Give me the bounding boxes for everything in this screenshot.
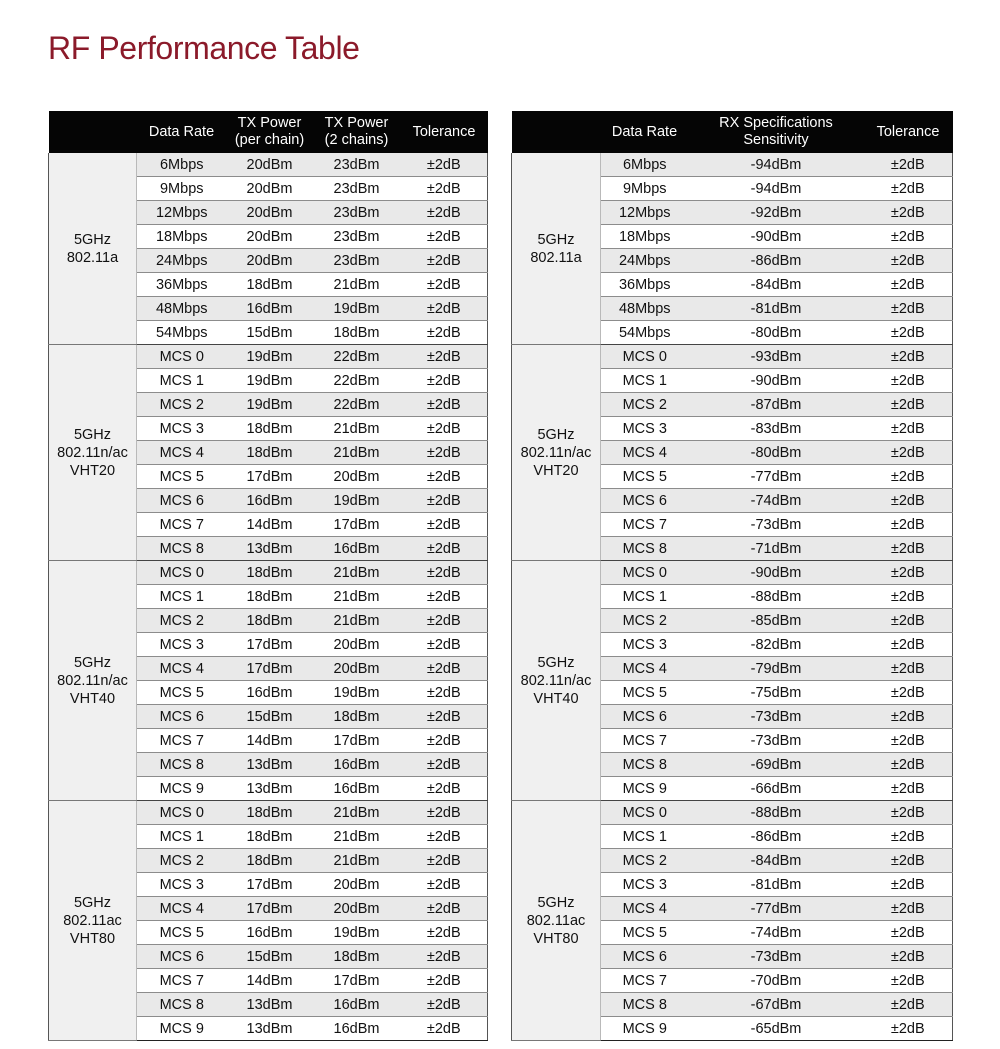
table-cell: 17dBm [227, 897, 313, 921]
rx-sensitivity-table [511, 111, 953, 1041]
table-cell: ±2dB [864, 1017, 953, 1041]
table-cell: 21dBm [313, 585, 401, 609]
table-cell: ±2dB [864, 897, 953, 921]
table-cell: ±2dB [864, 537, 953, 561]
table-cell: 16dBm [313, 1017, 401, 1041]
table-cell: -79dBm [689, 657, 864, 681]
table-cell: 18dBm [227, 585, 313, 609]
table-cell: 22dBm [313, 345, 401, 369]
table-cell: ±2dB [401, 681, 488, 705]
table-cell: 18dBm [227, 849, 313, 873]
table-cell: MCS 2 [601, 849, 689, 873]
table-cell: ±2dB [401, 153, 488, 177]
table-cell: MCS 1 [601, 369, 689, 393]
table-row [512, 345, 953, 369]
table-cell: ±2dB [864, 921, 953, 945]
rx-header-cell: Tolerance [864, 111, 953, 153]
table-cell: MCS 3 [601, 417, 689, 441]
table-cell: ±2dB [864, 729, 953, 753]
table-cell: 19dBm [227, 345, 313, 369]
table-cell: -73dBm [689, 513, 864, 537]
tx-header-cell: TX Power (per chain) [227, 111, 313, 153]
table-cell: 36Mbps [137, 273, 227, 297]
table-cell: ±2dB [864, 417, 953, 441]
table-cell: 13dBm [227, 993, 313, 1017]
table-cell: ±2dB [401, 201, 488, 225]
table-cell: ±2dB [864, 969, 953, 993]
table-cell: MCS 1 [137, 585, 227, 609]
table-cell: 18Mbps [601, 225, 689, 249]
table-cell: -88dBm [689, 585, 864, 609]
table-cell: ±2dB [401, 393, 488, 417]
table-cell: 19dBm [313, 489, 401, 513]
table-cell: -74dBm [689, 489, 864, 513]
table-cell: 36Mbps [601, 273, 689, 297]
table-cell: 24Mbps [601, 249, 689, 273]
table-cell: -85dBm [689, 609, 864, 633]
table-cell: ±2dB [864, 561, 953, 585]
table-cell: -67dBm [689, 993, 864, 1017]
table-cell: MCS 2 [601, 609, 689, 633]
table-cell: 13dBm [227, 1017, 313, 1041]
table-cell: ±2dB [401, 801, 488, 825]
table-row [49, 153, 488, 177]
table-cell: MCS 1 [137, 825, 227, 849]
table-cell: MCS 4 [137, 897, 227, 921]
table-cell: MCS 6 [137, 705, 227, 729]
table-cell: MCS 6 [601, 705, 689, 729]
table-cell: MCS 4 [601, 657, 689, 681]
table-cell: MCS 0 [137, 801, 227, 825]
table-cell: 12Mbps [137, 201, 227, 225]
table-cell: ±2dB [401, 417, 488, 441]
table-cell: 6Mbps [137, 153, 227, 177]
table-cell: -80dBm [689, 321, 864, 345]
table-cell: ±2dB [864, 489, 953, 513]
table-cell: ±2dB [864, 849, 953, 873]
table-cell: ±2dB [401, 345, 488, 369]
table-cell: ±2dB [401, 633, 488, 657]
table-cell: 23dBm [313, 225, 401, 249]
table-cell: 23dBm [313, 153, 401, 177]
table-cell: ±2dB [864, 393, 953, 417]
table-cell: MCS 6 [137, 489, 227, 513]
table-cell: 14dBm [227, 729, 313, 753]
table-cell: MCS 9 [601, 1017, 689, 1041]
table-cell: -71dBm [689, 537, 864, 561]
table-cell: -75dBm [689, 681, 864, 705]
tx-header-cell: Data Rate [137, 111, 227, 153]
table-cell: MCS 8 [137, 993, 227, 1017]
table-cell: -80dBm [689, 441, 864, 465]
table-cell: -82dBm [689, 633, 864, 657]
table-cell: 15dBm [227, 321, 313, 345]
table-cell: 13dBm [227, 777, 313, 801]
table-cell: ±2dB [401, 849, 488, 873]
table-cell: ±2dB [864, 225, 953, 249]
table-cell: ±2dB [864, 273, 953, 297]
table-row [49, 801, 488, 825]
table-row [512, 561, 953, 585]
table-cell: MCS 0 [601, 561, 689, 585]
table-cell: 16dBm [227, 681, 313, 705]
table-cell: 54Mbps [601, 321, 689, 345]
table-cell: MCS 1 [137, 369, 227, 393]
table-cell: ±2dB [864, 609, 953, 633]
table-cell: 48Mbps [137, 297, 227, 321]
table-cell: ±2dB [401, 897, 488, 921]
table-cell: -92dBm [689, 201, 864, 225]
table-cell: MCS 3 [137, 417, 227, 441]
table-cell: ±2dB [401, 609, 488, 633]
table-cell: 14dBm [227, 513, 313, 537]
table-cell: MCS 5 [137, 681, 227, 705]
table-cell: -83dBm [689, 417, 864, 441]
table-cell: ±2dB [864, 633, 953, 657]
table-cell: 17dBm [313, 969, 401, 993]
table-cell: MCS 9 [137, 777, 227, 801]
table-cell: ±2dB [864, 945, 953, 969]
table-cell: MCS 8 [601, 753, 689, 777]
table-cell: -69dBm [689, 753, 864, 777]
rx-table-body [512, 153, 953, 1041]
table-cell: ±2dB [864, 441, 953, 465]
table-cell: 16dBm [227, 921, 313, 945]
table-cell: 20dBm [313, 873, 401, 897]
table-cell: ±2dB [864, 585, 953, 609]
table-cell: 18dBm [313, 321, 401, 345]
table-cell: MCS 4 [601, 897, 689, 921]
table-cell: MCS 3 [137, 633, 227, 657]
table-cell: ±2dB [401, 537, 488, 561]
table-cell: 23dBm [313, 201, 401, 225]
table-cell: 17dBm [313, 513, 401, 537]
table-cell: 17dBm [313, 729, 401, 753]
table-cell: -88dBm [689, 801, 864, 825]
table-cell: ±2dB [401, 513, 488, 537]
band-label: 5GHz 802.11n/ac VHT20 [512, 345, 601, 561]
table-cell: 19dBm [227, 393, 313, 417]
table-cell: -81dBm [689, 297, 864, 321]
table-cell: 20dBm [313, 657, 401, 681]
table-cell: ±2dB [401, 753, 488, 777]
table-cell: 16dBm [313, 777, 401, 801]
table-cell: MCS 0 [601, 801, 689, 825]
table-cell: ±2dB [864, 753, 953, 777]
table-cell: ±2dB [401, 561, 488, 585]
table-cell: -90dBm [689, 225, 864, 249]
table-cell: 13dBm [227, 537, 313, 561]
tx-table-body [49, 153, 488, 1041]
table-cell: 18dBm [313, 945, 401, 969]
table-cell: ±2dB [864, 465, 953, 489]
table-cell: MCS 2 [601, 393, 689, 417]
table-cell: 20dBm [227, 153, 313, 177]
tx-header-cell [49, 111, 137, 153]
table-cell: ±2dB [864, 993, 953, 1017]
table-cell: -90dBm [689, 369, 864, 393]
band-label: 5GHz 802.11n/ac VHT20 [49, 345, 137, 561]
table-cell: ±2dB [864, 705, 953, 729]
table-cell: MCS 4 [137, 657, 227, 681]
table-cell: -73dBm [689, 705, 864, 729]
table-cell: ±2dB [401, 297, 488, 321]
table-cell: MCS 7 [601, 969, 689, 993]
table-cell: 19dBm [313, 921, 401, 945]
table-cell: ±2dB [864, 153, 953, 177]
band-label: 5GHz 802.11ac VHT80 [512, 801, 601, 1041]
table-cell: -70dBm [689, 969, 864, 993]
table-cell: MCS 7 [601, 513, 689, 537]
table-cell: -81dBm [689, 873, 864, 897]
band-label: 5GHz 802.11n/ac VHT40 [49, 561, 137, 801]
table-cell: 17dBm [227, 873, 313, 897]
table-cell: MCS 5 [137, 465, 227, 489]
table-cell: MCS 5 [601, 465, 689, 489]
table-cell: 19dBm [227, 369, 313, 393]
table-cell: 20dBm [227, 225, 313, 249]
table-cell: ±2dB [401, 825, 488, 849]
table-cell: ±2dB [401, 273, 488, 297]
table-cell: 17dBm [227, 465, 313, 489]
table-cell: 22dBm [313, 369, 401, 393]
table-cell: MCS 5 [601, 681, 689, 705]
table-cell: MCS 9 [137, 1017, 227, 1041]
table-cell: MCS 6 [601, 489, 689, 513]
table-cell: ±2dB [401, 321, 488, 345]
table-cell: 18dBm [227, 825, 313, 849]
tx-header-row [49, 111, 488, 153]
table-cell: 19dBm [313, 297, 401, 321]
table-cell: 21dBm [313, 609, 401, 633]
table-cell: ±2dB [401, 369, 488, 393]
table-cell: 20dBm [313, 633, 401, 657]
table-cell: ±2dB [401, 585, 488, 609]
table-cell: -93dBm [689, 345, 864, 369]
table-cell: MCS 2 [137, 609, 227, 633]
table-cell: MCS 0 [137, 345, 227, 369]
table-cell: ±2dB [864, 801, 953, 825]
table-cell: ±2dB [864, 369, 953, 393]
table-cell: 23dBm [313, 177, 401, 201]
table-cell: -77dBm [689, 465, 864, 489]
table-cell: 12Mbps [601, 201, 689, 225]
tx-header-cell: Tolerance [401, 111, 488, 153]
table-cell: ±2dB [401, 249, 488, 273]
table-cell: 20dBm [227, 201, 313, 225]
table-cell: ±2dB [864, 825, 953, 849]
table-cell: 18dBm [313, 705, 401, 729]
table-cell: ±2dB [401, 1017, 488, 1041]
rx-header-row [512, 111, 953, 153]
table-cell: -77dBm [689, 897, 864, 921]
rx-header-cell: Data Rate [601, 111, 689, 153]
tx-power-table [48, 111, 488, 1041]
table-cell: 17dBm [227, 633, 313, 657]
table-cell: -73dBm [689, 945, 864, 969]
table-cell: MCS 0 [137, 561, 227, 585]
table-cell: 48Mbps [601, 297, 689, 321]
table-cell: ±2dB [864, 201, 953, 225]
table-cell: ±2dB [401, 777, 488, 801]
table-cell: ±2dB [401, 729, 488, 753]
table-cell: 20dBm [227, 249, 313, 273]
table-cell: 16dBm [313, 993, 401, 1017]
table-cell: MCS 7 [137, 969, 227, 993]
table-cell: ±2dB [401, 921, 488, 945]
table-cell: 18dBm [227, 609, 313, 633]
table-cell: -84dBm [689, 273, 864, 297]
table-cell: 18dBm [227, 561, 313, 585]
table-cell: ±2dB [864, 345, 953, 369]
table-cell: -90dBm [689, 561, 864, 585]
table-cell: MCS 8 [137, 753, 227, 777]
table-cell: MCS 2 [137, 849, 227, 873]
table-cell: MCS 9 [601, 777, 689, 801]
table-cell: -87dBm [689, 393, 864, 417]
table-cell: 21dBm [313, 825, 401, 849]
table-cell: 20dBm [313, 897, 401, 921]
table-cell: 18dBm [227, 417, 313, 441]
table-row [49, 561, 488, 585]
table-cell: -86dBm [689, 825, 864, 849]
table-cell: ±2dB [401, 225, 488, 249]
table-cell: 21dBm [313, 801, 401, 825]
table-cell: ±2dB [401, 465, 488, 489]
table-cell: 9Mbps [601, 177, 689, 201]
table-cell: MCS 1 [601, 825, 689, 849]
table-cell: 24Mbps [137, 249, 227, 273]
table-cell: -86dBm [689, 249, 864, 273]
table-cell: 14dBm [227, 969, 313, 993]
table-cell: MCS 4 [137, 441, 227, 465]
page-title: RF Performance Table [48, 30, 360, 66]
table-cell: ±2dB [401, 945, 488, 969]
table-cell: ±2dB [401, 657, 488, 681]
table-cell: ±2dB [864, 321, 953, 345]
table-cell: 15dBm [227, 945, 313, 969]
table-cell: MCS 8 [601, 993, 689, 1017]
band-label: 5GHz 802.11a [49, 153, 137, 345]
table-cell: -94dBm [689, 153, 864, 177]
table-cell: MCS 8 [601, 537, 689, 561]
band-label: 5GHz 802.11ac VHT80 [49, 801, 137, 1041]
table-cell: ±2dB [864, 513, 953, 537]
rx-header-cell: RX Specifications Sensitivity [689, 111, 864, 153]
table-cell: 21dBm [313, 441, 401, 465]
table-cell: MCS 7 [601, 729, 689, 753]
table-cell: 16dBm [313, 753, 401, 777]
table-cell: 21dBm [313, 417, 401, 441]
table-cell: MCS 2 [137, 393, 227, 417]
table-cell: MCS 6 [601, 945, 689, 969]
table-cell: -74dBm [689, 921, 864, 945]
table-cell: MCS 4 [601, 441, 689, 465]
table-cell: 54Mbps [137, 321, 227, 345]
table-cell: MCS 3 [601, 873, 689, 897]
table-cell: ±2dB [401, 489, 488, 513]
table-cell: 21dBm [313, 849, 401, 873]
table-cell: ±2dB [864, 177, 953, 201]
table-cell: 20dBm [313, 465, 401, 489]
table-cell: ±2dB [864, 681, 953, 705]
band-label: 5GHz 802.11n/ac VHT40 [512, 561, 601, 801]
table-cell: 20dBm [227, 177, 313, 201]
table-cell: 6Mbps [601, 153, 689, 177]
table-cell: MCS 1 [601, 585, 689, 609]
table-cell: ±2dB [401, 993, 488, 1017]
table-cell: 18dBm [227, 273, 313, 297]
table-cell: MCS 5 [137, 921, 227, 945]
table-cell: -66dBm [689, 777, 864, 801]
table-cell: 18dBm [227, 441, 313, 465]
table-cell: 16dBm [313, 537, 401, 561]
table-cell: 21dBm [313, 273, 401, 297]
table-cell: MCS 6 [137, 945, 227, 969]
table-cell: -94dBm [689, 177, 864, 201]
table-cell: -84dBm [689, 849, 864, 873]
rx-header-cell [512, 111, 601, 153]
table-cell: 15dBm [227, 705, 313, 729]
table-cell: -73dBm [689, 729, 864, 753]
table-cell: 13dBm [227, 753, 313, 777]
table-cell: 21dBm [313, 561, 401, 585]
table-cell: 16dBm [227, 297, 313, 321]
table-cell: ±2dB [401, 873, 488, 897]
table-cell: ±2dB [864, 657, 953, 681]
band-label: 5GHz 802.11a [512, 153, 601, 345]
table-cell: MCS 8 [137, 537, 227, 561]
table-cell: ±2dB [401, 705, 488, 729]
table-cell: 19dBm [313, 681, 401, 705]
table-row [512, 801, 953, 825]
table-cell: ±2dB [864, 297, 953, 321]
table-cell: -65dBm [689, 1017, 864, 1041]
table-cell: ±2dB [864, 249, 953, 273]
table-cell: ±2dB [864, 777, 953, 801]
table-cell: 9Mbps [137, 177, 227, 201]
table-cell: MCS 3 [601, 633, 689, 657]
table-cell: 16dBm [227, 489, 313, 513]
table-cell: 18dBm [227, 801, 313, 825]
table-cell: 22dBm [313, 393, 401, 417]
table-cell: 17dBm [227, 657, 313, 681]
table-cell: ±2dB [864, 873, 953, 897]
table-cell: ±2dB [401, 441, 488, 465]
table-cell: MCS 7 [137, 729, 227, 753]
table-cell: 18Mbps [137, 225, 227, 249]
table-row [49, 345, 488, 369]
table-cell: ±2dB [401, 177, 488, 201]
table-cell: MCS 7 [137, 513, 227, 537]
table-cell: MCS 5 [601, 921, 689, 945]
table-cell: MCS 3 [137, 873, 227, 897]
table-cell: MCS 0 [601, 345, 689, 369]
table-cell: 23dBm [313, 249, 401, 273]
tx-header-cell: TX Power (2 chains) [313, 111, 401, 153]
table-row [512, 153, 953, 177]
table-cell: ±2dB [401, 969, 488, 993]
